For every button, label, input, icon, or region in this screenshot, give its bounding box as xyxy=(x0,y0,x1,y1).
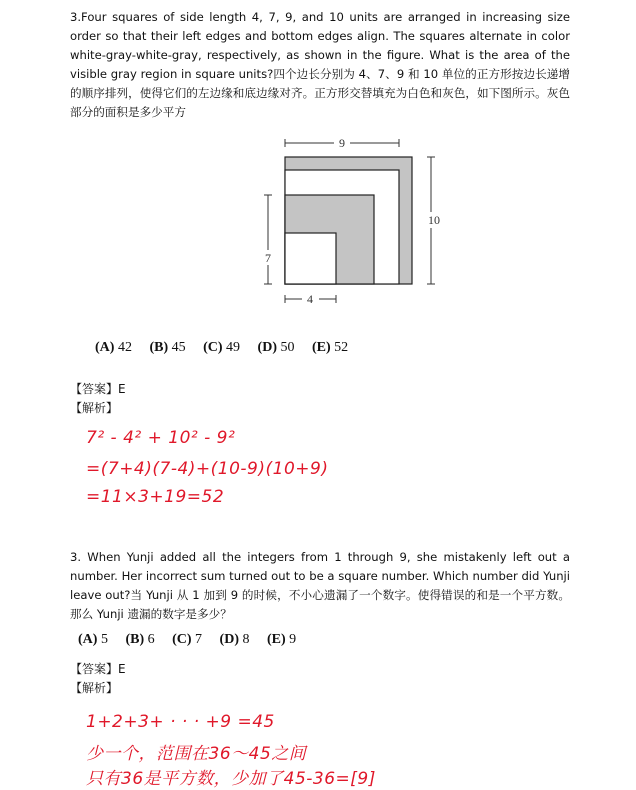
problem2-answer: 【答案】E xyxy=(70,662,126,676)
problem1-text-en: 3.Four squares of side length 4, 7, 9, and 10 units are arranged in increasing size order so that their left edges and bottom edges align. The squares alternate in color white-gray-white-gray, respectively, as shown in the figure. What is the area of the visible gray region in square units? xyxy=(70,10,570,81)
option-a[interactable]: (A) 42 xyxy=(95,340,132,355)
label-top: 9 xyxy=(339,136,345,150)
option-d[interactable]: (D) 50 xyxy=(257,340,295,355)
problem2-options xyxy=(78,632,310,648)
label-right: 10 xyxy=(428,213,440,227)
option-c[interactable]: (C) 49 xyxy=(203,340,241,355)
problem1-answer: 【答案】E xyxy=(70,382,126,396)
problem2-handwriting-line-2: 少一个，范围在36～45之间 xyxy=(86,744,307,764)
problem2-text: 3. When Yunji added all the integers from 1 through 9, she mistakenly left out a number. Her incorrect sum turned out to be a square number. Which number did Yunji leave out?当 Yunji 从 1 加到 9 的时候，不小心遗漏了一个数字。使得错误的和是一个平方数。那么 Yunji 遗漏的数字是多少？ xyxy=(70,550,570,621)
option-b[interactable]: (B) 6 xyxy=(125,632,155,647)
label-bottom: 4 xyxy=(307,292,313,306)
option-b[interactable]: (B) 45 xyxy=(149,340,186,355)
option-c[interactable]: (C) 7 xyxy=(172,632,203,647)
option-a[interactable]: (A) 5 xyxy=(78,632,108,647)
option-e[interactable]: (E) 9 xyxy=(266,632,297,647)
label-left: 7 xyxy=(265,251,271,265)
dimension-left xyxy=(264,195,272,284)
problem1-text-cn: 四个边长分别为 4、7、9 和 10 单位的正方形按边长递增的顺序排列，使得它们的左边缘和底边缘对齐。正方形交替填充为白色和灰色，如下图所示。灰色部分的面积是多少平方 xyxy=(70,67,571,119)
problem1-handwriting-line-3: =11×3+19=52 xyxy=(86,487,225,507)
problem1-handwriting-line-1: 7² - 4² + 10² - 9² xyxy=(86,428,236,448)
option-e[interactable]: (E) 52 xyxy=(311,340,349,355)
problem2-handwriting-line-1: 1+2+3+ · · · +9 =45 xyxy=(86,712,275,732)
problem2-handwriting-line-3: 只有36是平方数，少加了45-36=[9] xyxy=(86,769,376,789)
problem1-analysis-label: 【解析】 xyxy=(70,401,119,415)
problem1-options xyxy=(95,340,362,356)
square-4-white xyxy=(285,233,336,284)
problem2-analysis-label: 【解析】 xyxy=(70,681,119,695)
problem1-handwriting-line-2: =(7+4)(7-4)+(10-9)(10+9) xyxy=(86,459,329,479)
option-d[interactable]: (D) 8 xyxy=(219,632,250,647)
